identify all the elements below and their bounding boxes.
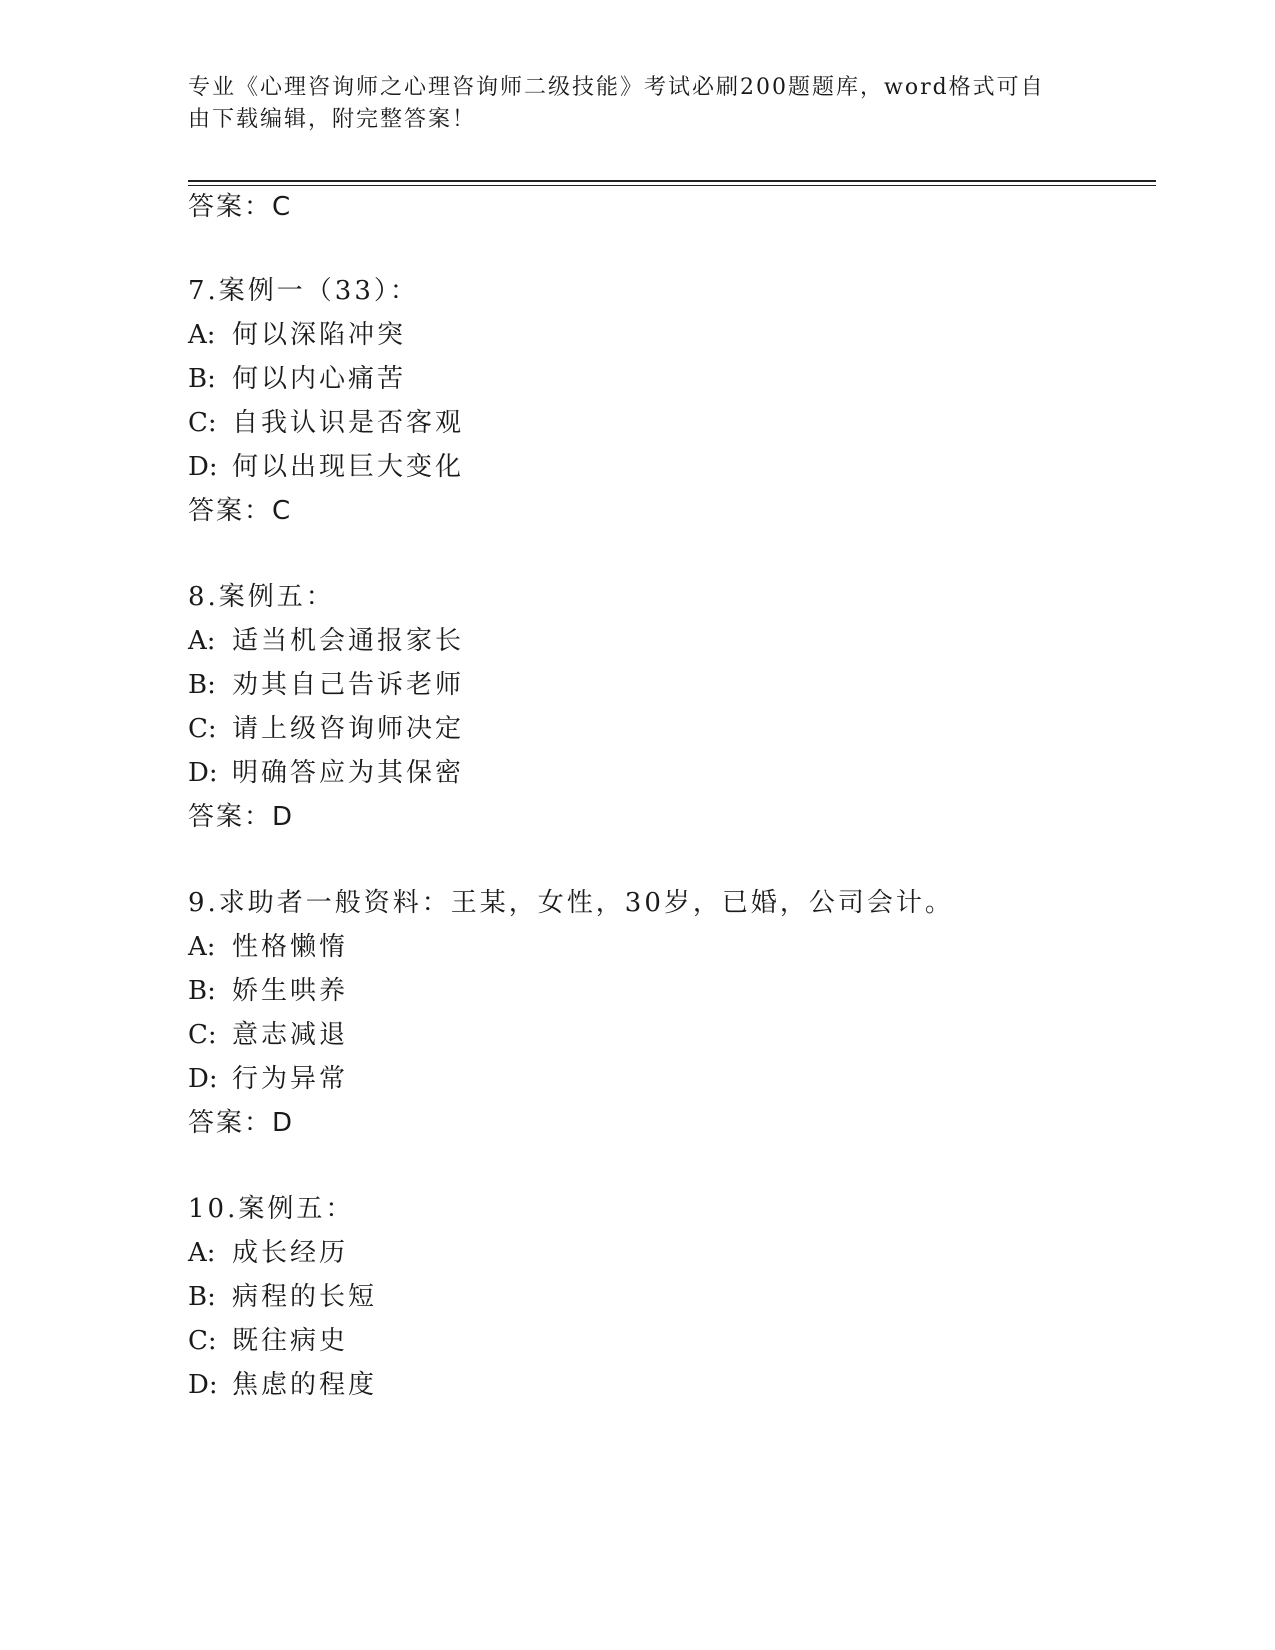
option-letter: D: [188,452,218,482]
question-stem: 8.案例五： [188,582,335,612]
option-text: 成长经历 [232,1238,349,1268]
option-letter: C: [188,1020,217,1050]
option-letter: C: [188,408,217,438]
option-letter: B: [188,364,216,394]
option-text: 何以出现巨大变化 [232,452,465,482]
option-letter: C: [188,714,217,744]
option-letter: B: [188,1282,216,1312]
option-text: 何以内心痛苦 [232,364,407,394]
header-divider-thick [188,180,1156,182]
option-text: 焦虑的程度 [232,1370,378,1400]
option-letter: B: [188,670,216,700]
option-b [188,974,348,1008]
option-text: 劝其自己告诉老师 [232,670,465,700]
header-line-2: 由下载编辑，附完整答案！ [188,107,477,132]
option-text: 病程的长短 [232,1282,378,1312]
answer: 答案：C [188,496,293,526]
option-c [188,1324,348,1358]
page-header [188,72,1068,136]
option-text: 何以深陷冲突 [232,320,407,350]
answer: 答案：D [188,1108,295,1138]
option-text: 行为异常 [232,1064,349,1094]
option-text: 自我认识是否客观 [232,408,465,438]
option-a [188,1236,348,1270]
header-divider-thin [188,185,1156,186]
option-text: 性格懒惰 [232,932,349,962]
option-d [188,1062,348,1096]
option-text: 娇生哄养 [232,976,349,1006]
question-stem: 7.案例一（33）： [188,276,419,306]
option-c [188,712,464,746]
option-letter: C: [188,1326,217,1356]
option-letter: D: [188,1370,218,1400]
option-c [188,406,464,440]
option-a [188,930,348,964]
option-letter: D: [188,1064,218,1094]
option-text: 适当机会通报家长 [232,626,465,656]
option-b [188,362,406,396]
option-text: 请上级咨询师决定 [232,714,465,744]
option-a [188,318,406,352]
option-d [188,450,464,484]
option-letter: A: [188,1238,216,1268]
option-letter: A: [188,626,216,656]
option-text: 明确答应为其保密 [232,758,465,788]
option-letter: D: [188,758,218,788]
previous-answer: 答案：C [188,192,293,222]
option-letter: B: [188,976,216,1006]
question-stem: 10.案例五： [188,1194,355,1224]
option-text: 意志减退 [232,1020,349,1050]
option-b [188,668,464,702]
option-c [188,1018,348,1052]
option-a [188,624,464,658]
option-text: 既往病史 [232,1326,349,1356]
option-letter: A: [188,320,216,350]
question-stem: 9.求助者一般资料：王某，女性，30岁，已婚，公司会计。 [188,888,954,918]
option-d [188,756,464,790]
option-b [188,1280,377,1314]
answer: 答案：D [188,802,295,832]
header-line-1: 专业《心理咨询师之心理咨询师二级技能》考试必刷200题题库，word格式可自 [188,75,1045,100]
option-d [188,1368,377,1402]
option-letter: A: [188,932,216,962]
